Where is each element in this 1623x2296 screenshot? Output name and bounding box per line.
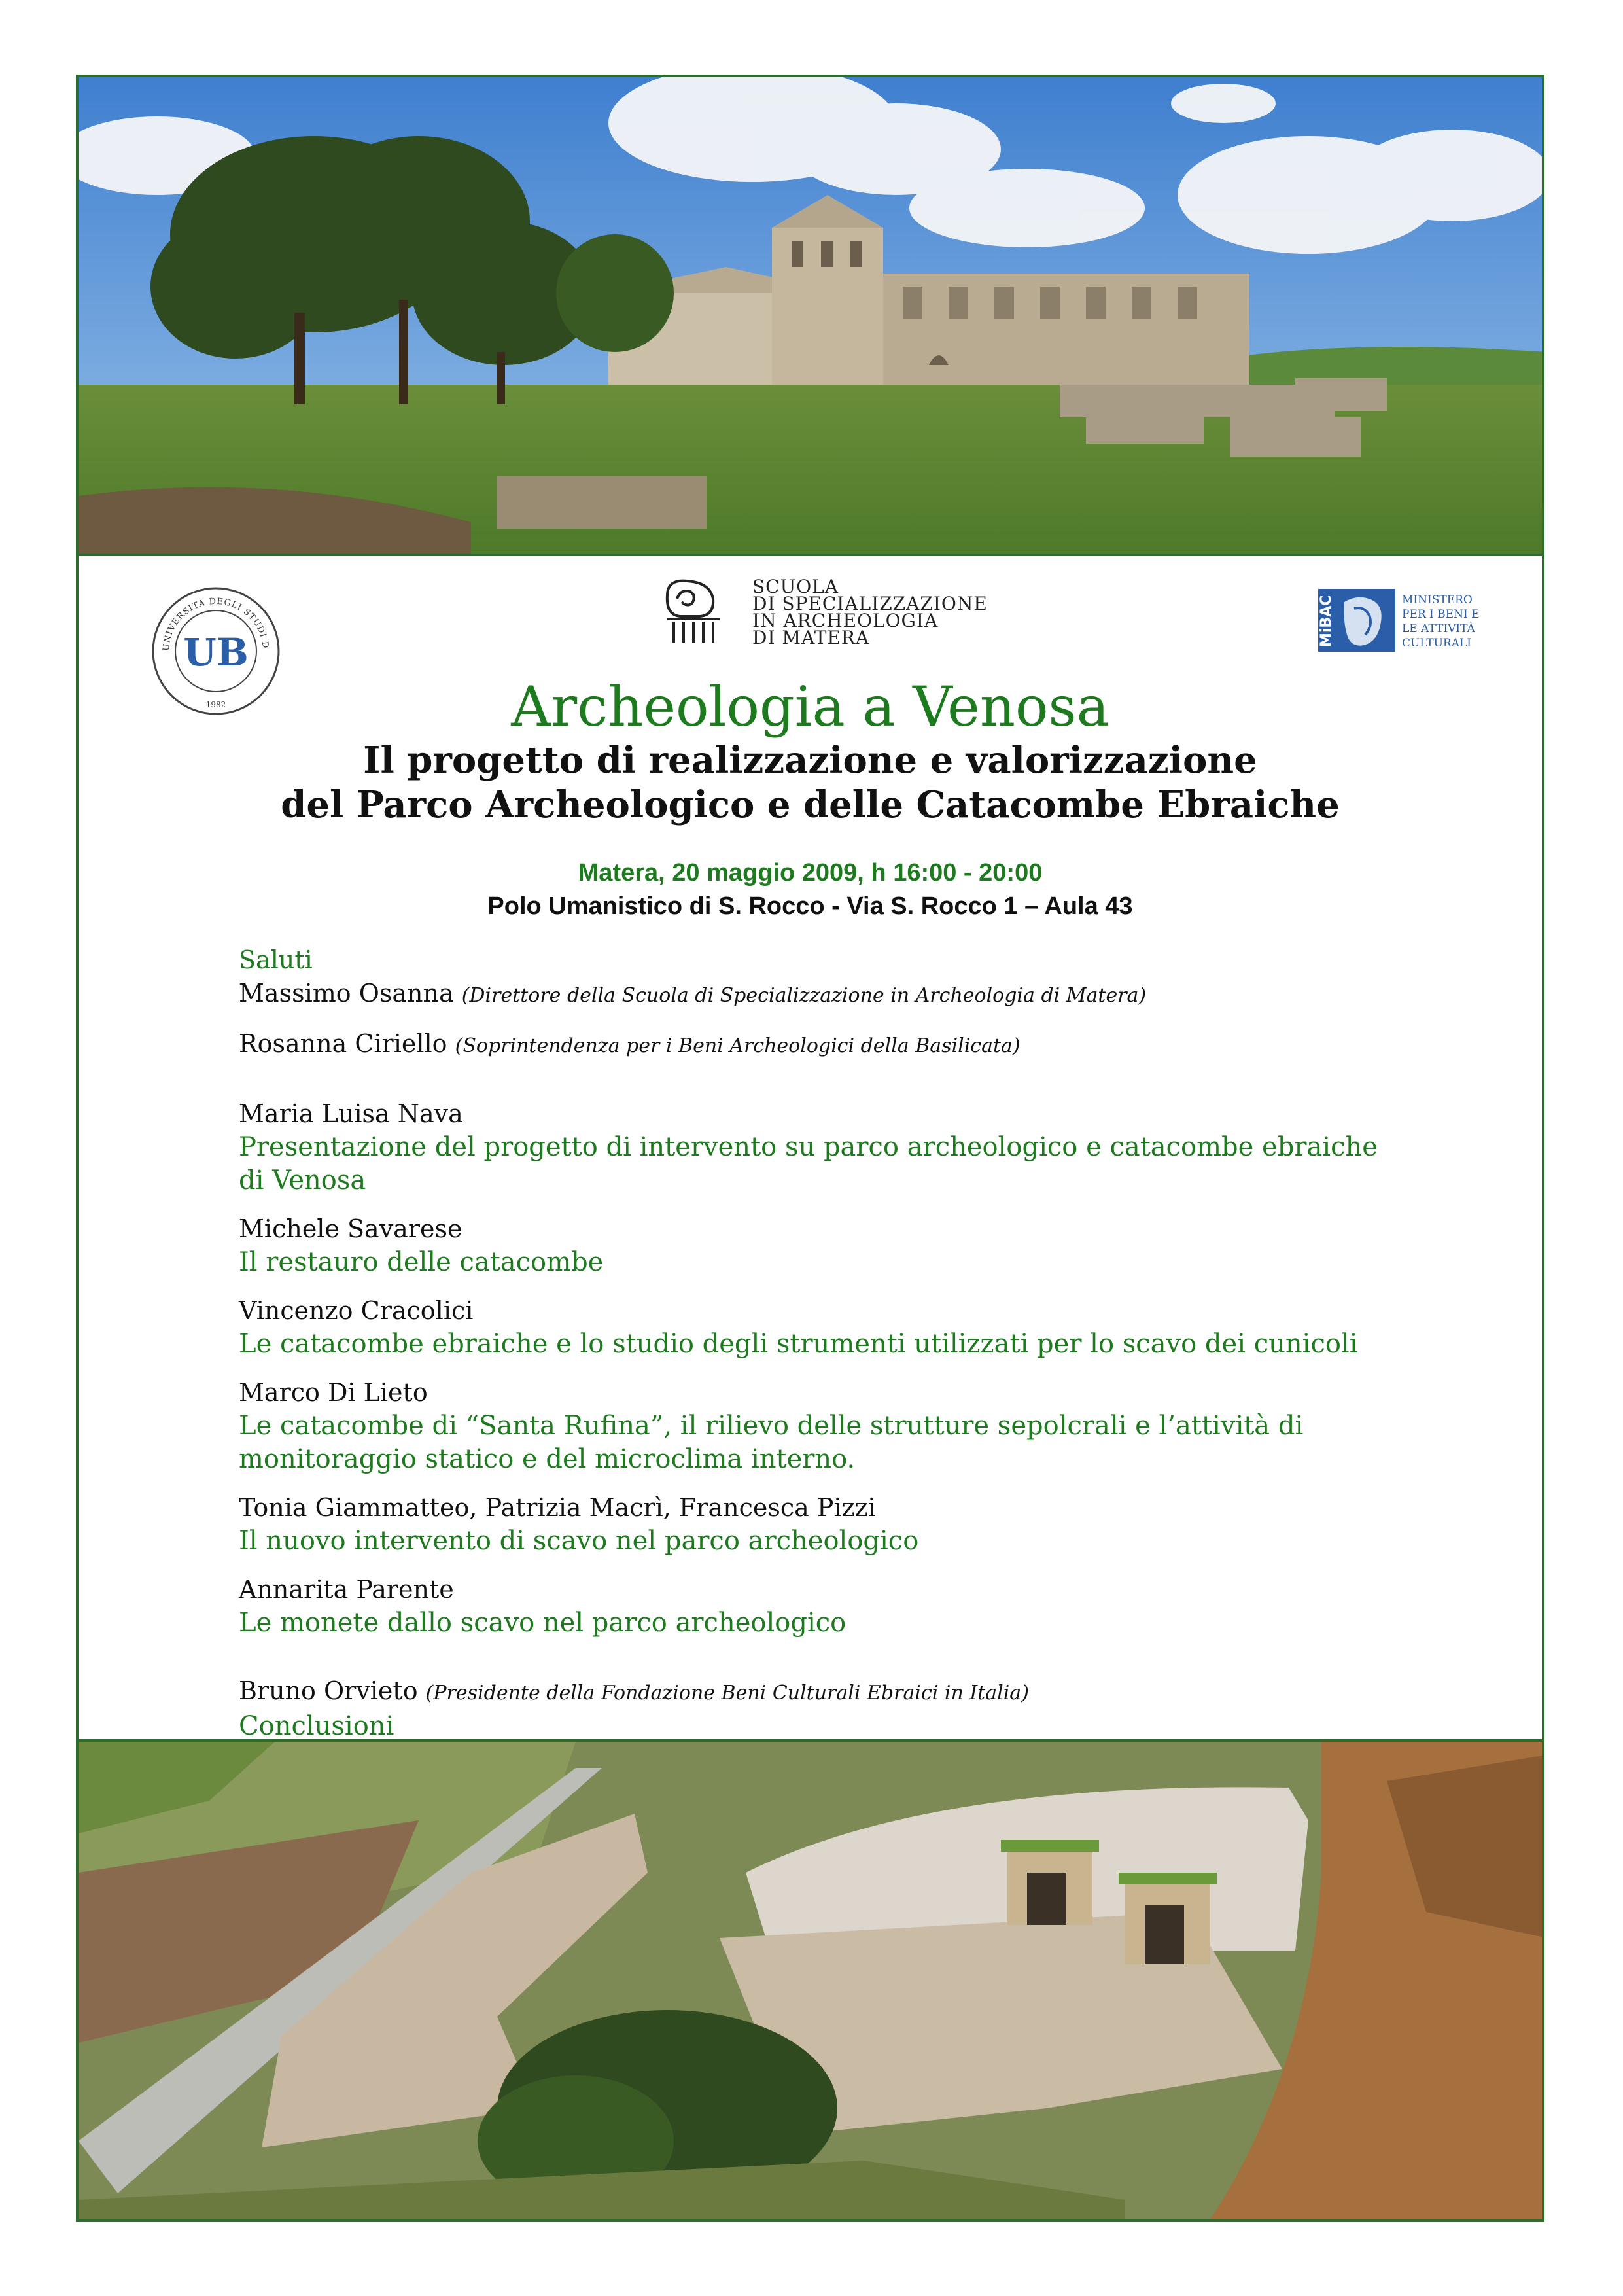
event-subtitle: [79, 738, 1542, 827]
university-year: 1982: [205, 700, 226, 709]
talk-item: [239, 1376, 1429, 1476]
speaker-name: Marco Di Lieto: [239, 1378, 428, 1407]
abbey-photo: [79, 77, 1542, 556]
speaker-name: Rosanna Ciriello: [239, 1029, 447, 1058]
university-monogram: UB: [183, 630, 249, 675]
greeting-item: [239, 977, 1429, 1012]
ministry-name: MINISTERO PER I BENI E LE ATTIVITÀ CULTURALI: [1402, 593, 1480, 650]
talk-title: Il restauro delle catacombe: [239, 1247, 604, 1277]
poster-content: [79, 556, 1542, 1744]
talk-title: Le catacombe ebraiche e lo studio degli strumenti utilizzati per lo scavo dei cunicoli: [239, 1329, 1358, 1359]
greeting-item: [239, 1027, 1429, 1063]
event-date: Matera, 20 maggio 2009, h 16:00 - 20:00: [578, 859, 1043, 887]
closing-label: Conclusioni: [239, 1711, 394, 1741]
closing-speaker: [239, 1674, 1429, 1710]
catacombs-photo: [79, 1739, 1542, 2219]
talk-title: Le monete dallo scavo nel parco archeologico: [239, 1608, 846, 1638]
closing-section: [239, 1674, 1429, 1743]
talk-item: [239, 1573, 1429, 1640]
talk-item: [239, 1491, 1429, 1558]
subtitle-line-1: Il progetto di realizzazione e valorizzazione: [363, 739, 1257, 782]
speaker-role: (Presidente della Fondazione Beni Culturali Ebraici in Italia): [425, 1682, 1029, 1704]
speaker-name: Massimo Osanna: [239, 979, 454, 1008]
poster-frame: [76, 75, 1544, 2222]
school-emblem-icon: [654, 576, 746, 648]
talk-item: [239, 1294, 1429, 1361]
event-venue: Polo Umanistico di S. Rocco - Via S. Rocco 1 – Aula 43: [487, 892, 1133, 920]
school-name: SCUOLA DI SPECIALIZZAZIONE IN ARCHEOLOGIA DI MATERA: [752, 576, 988, 648]
talk-item: [239, 1212, 1429, 1279]
talk-title: Presentazione del progetto di intervento su parco archeologico e catacombe ebraiche di Venosa: [239, 1132, 1378, 1195]
speaker-role: (Direttore della Scuola di Specializzazione in Archeologia di Matera): [461, 984, 1147, 1007]
university-seal-text: UNIVERSITÀ DEGLI STUDI D: [161, 596, 271, 652]
mibac-emblem-icon: [1318, 589, 1395, 652]
school-logo: [654, 576, 1021, 648]
talk-title: Le catacombe di “Santa Rufina”, il rilievo delle strutture sepolcrali e l’attività di monitoraggio statico e del microclima interno.: [239, 1411, 1304, 1474]
speaker-name: Tonia Giammatteo, Patrizia Macrì, Francesca Pizzi: [239, 1493, 876, 1522]
talk-title: Il nuovo intervento di scavo nel parco archeologico: [239, 1526, 919, 1556]
event-title: Archeologia a Venosa: [511, 675, 1109, 739]
speaker-name: Vincenzo Cracolici: [239, 1296, 474, 1325]
speaker-name: Bruno Orvieto: [239, 1676, 418, 1705]
talk-item: [239, 1097, 1429, 1197]
speaker-name: Annarita Parente: [239, 1575, 454, 1604]
mibac-logo: [1318, 589, 1488, 667]
subtitle-line-2: del Parco Archeologico e delle Catacombe Ebraiche: [281, 783, 1340, 826]
speaker-name: Michele Savarese: [239, 1214, 462, 1243]
greetings-label: Saluti: [239, 945, 313, 974]
mibac-label: MiBAC: [1318, 595, 1335, 647]
speaker-role: (Soprintendenza per i Beni Archeologici della Basilicata): [455, 1034, 1021, 1057]
greetings-section: [239, 944, 1429, 1063]
speaker-name: Maria Luisa Nava: [239, 1099, 463, 1128]
program: [239, 944, 1429, 1758]
